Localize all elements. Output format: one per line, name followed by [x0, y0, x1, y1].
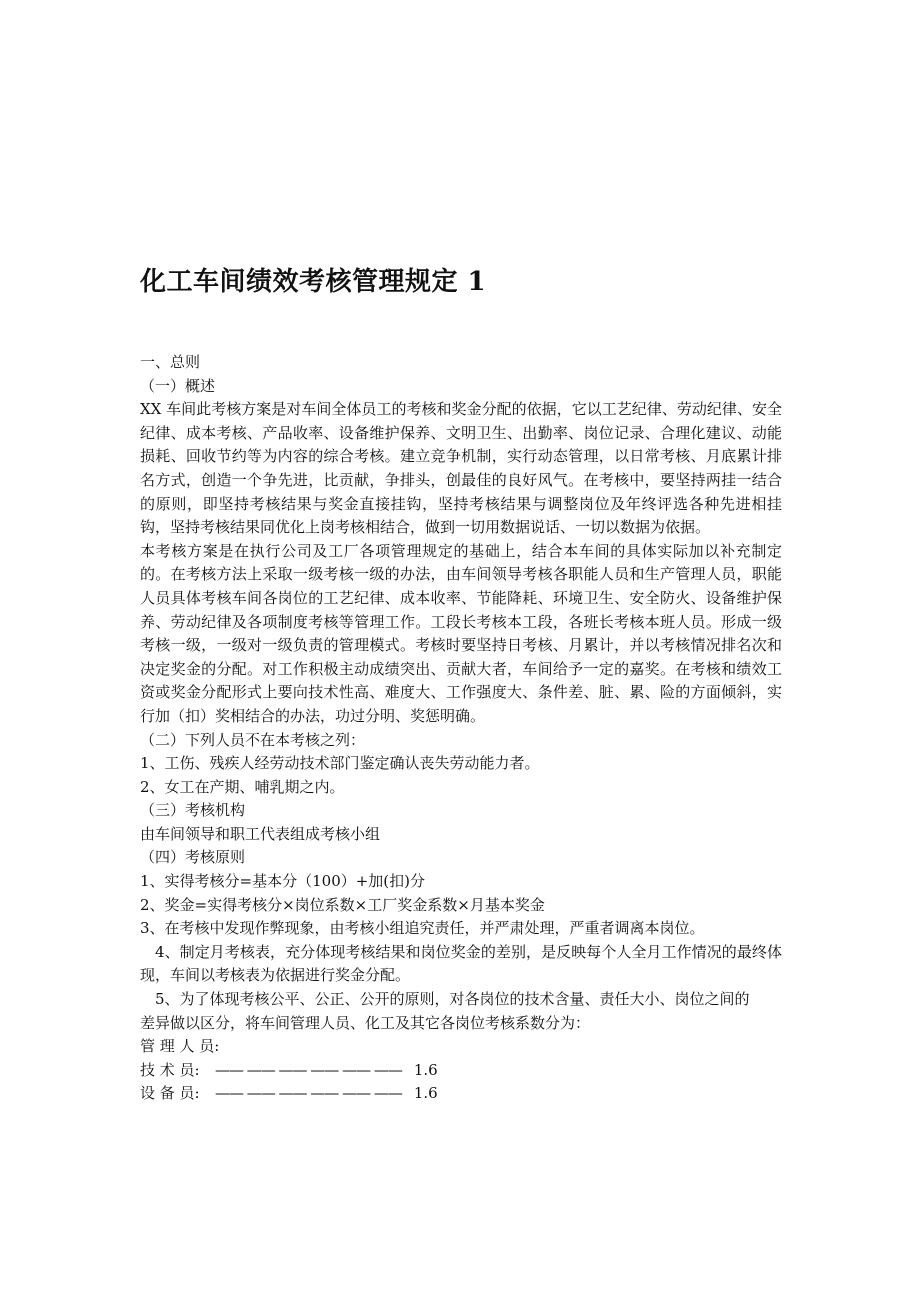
coefficient-label: 技 术 员: — [140, 1060, 200, 1079]
coefficient-row — [140, 1082, 782, 1106]
list-item: 3、在考核中发现作弊现象，由考核小组追究责任，并严肃处理，严重者调离本岗位。 — [140, 919, 705, 938]
subsection-heading: （四）考核原则 — [140, 848, 246, 867]
paragraph: XX 车间此考核方案是对车间全体员工的考核和奖金分配的依据，它以工艺纪律、劳动纪律、安全纪律、成本考核、产品收率、设备维护保养、文明卫生、出勤率、岗位记录、合理化建议、动能损耗、回收节约等为内容的综合考核。建立竞争机制，实行动态管理，以日常考核、月底累计排名方式，创造一个争先进，比贡献，争排头，创最佳的良好风气。在考核中，要坚持两挂一结合的原则，即坚持考核结果与奖金直接挂钩，坚持考核结果与调整岗位及年终评选各种先进相挂钩，坚持考核结果同优化上岗考核相结合，做到一切用数据说话、一切以数据为依据。 — [140, 400, 782, 537]
list-item: 2、女工在产期、哺乳期之内。 — [140, 777, 345, 796]
subsection-heading: （一）概述 — [140, 376, 216, 395]
section-heading: 一、总则 — [140, 353, 201, 371]
coefficient-row — [140, 1059, 782, 1083]
text-line: 由车间领导和职工代表组成考核小组 — [140, 824, 381, 843]
document-title: 化工车间绩效考核管理规定 1 — [140, 267, 487, 297]
category-label: 管 理 人 员: — [140, 1037, 220, 1056]
list-item: 2、奖金=实得考核分×岗位系数×工厂奖金系数×月基本奖金 — [140, 895, 545, 914]
coefficient-value: 1.6 — [413, 1060, 438, 1079]
subsection-heading: （三）考核机构 — [140, 801, 246, 820]
coefficient-leader: —— —— —— —— —— —— — [215, 1084, 402, 1103]
list-item: 4、制定月考核表，充分体现考核结果和岗位奖金的差别，是反映每个人全月工作情况的最终体现，车间以考核表为依据进行奖金分配。 — [140, 942, 782, 985]
coefficient-value: 1.6 — [413, 1084, 438, 1103]
list-item: 1、工伤、残疾人经劳动技术部门鉴定确认丧失劳动能力者。 — [140, 754, 540, 773]
list-item: 5、为了体现考核公平、公正、公开的原则，对各岗位的技术含量、责任大小、岗位之间的 — [155, 990, 750, 1009]
list-item: 1、实得考核分=基本分（100）+加(扣)分 — [140, 872, 426, 891]
paragraph: 本考核方案是在执行公司及工厂各项管理规定的基础上，结合本车间的具体实际加以补充制定的。在考核方法上采取一级考核一级的办法，由车间领导考核各职能人员和生产管理人员，职能人员具体考核车间各岗位的工艺纪律、成本收率、节能降耗、环境卫生、安全防火、设备维护保养、劳动纪律及各项制度考核等管理工作。工段长考核本工段，各班长考核本班人员。形成一级考核一级，一级对一级负责的管理模式。考核时要坚持日考核、月累计，并以考核情况排名次和决定奖金的分配。对工作积极主动成绩突出、贡献大者，车间给予一定的嘉奖。在考核和绩效工资或奖金分配形式上要向技术性高、难度大、工作强度大、条件差、脏、累、险的方面倾斜，实行加（扣）奖相结合的办法，功过分明、奖惩明确。 — [140, 541, 782, 725]
coefficient-label: 设 备 员: — [140, 1084, 200, 1103]
text-line: 差异做以区分，将车间管理人员、化工及其它各岗位考核系数分为： — [140, 1013, 591, 1032]
document-body — [140, 351, 782, 1106]
subsection-heading: （二）下列人员不在本考核之列： — [140, 730, 366, 749]
coefficient-leader: —— —— —— —— —— —— — [215, 1060, 402, 1079]
